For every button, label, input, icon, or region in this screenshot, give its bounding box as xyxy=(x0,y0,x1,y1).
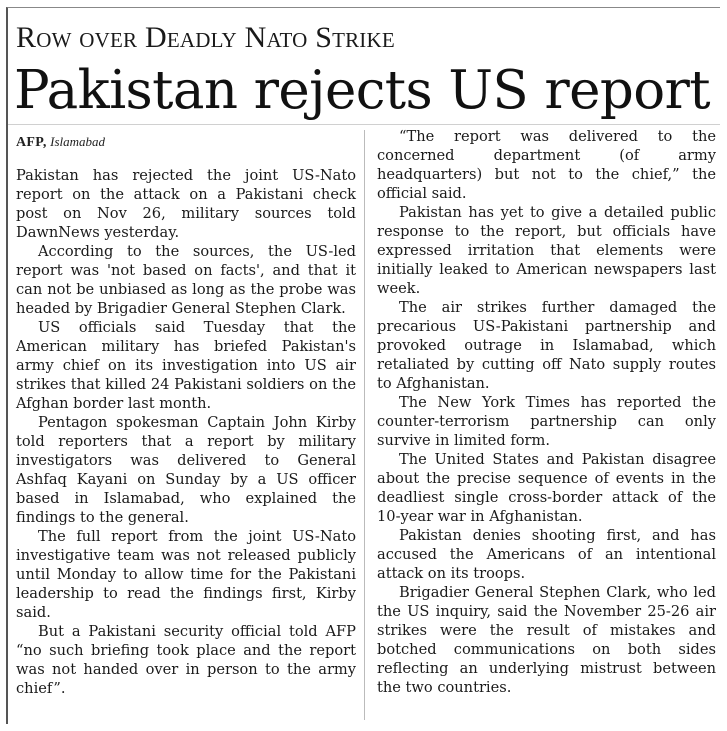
paragraph: Pakistan has yet to give a detailed public response to the report, but officials have expressed irritation that elements were initially leaked to American newspapers last week. xyxy=(377,204,716,297)
paragraph: But a Pakistani security official told AFP “no such briefing took place and the report was not handed over in person to the army chief”. xyxy=(16,623,356,697)
byline xyxy=(16,127,356,158)
paragraph: Pakistan denies shooting first, and has accused the Americans of an intentional attack on its troops. xyxy=(377,527,716,582)
paragraph: Pakistan has rejected the joint US-Nato report on the attack on a Pakistani check post on Nov 26, military sources told DawnNews yesterday. xyxy=(16,167,356,241)
paragraph: US officials said Tuesday that the American military has briefed Pakistan's army chief on its investigation into US air strikes that killed 24 Pakistani soldiers on the Afghan border last month. xyxy=(16,319,356,412)
article-column-left xyxy=(16,127,356,698)
paragraph: “The report was delivered to the concerned department (of army headquarters) but not to the chief,” the official said. xyxy=(377,128,716,202)
paragraph: According to the sources, the US-led report was 'not based on facts', and that it can not be unbiased as long as the probe was headed by Brigadier General Stephen Clark. xyxy=(16,243,356,317)
article-column-right xyxy=(377,127,716,697)
paragraph: The United States and Pakistan disagree about the precise sequence of events in the deadliest single cross-border attack of the 10-year war in Afghanistan. xyxy=(377,451,716,525)
byline-location: Islamabad xyxy=(50,134,106,149)
headline-rule xyxy=(8,124,720,125)
byline-agency: AFP, xyxy=(16,135,47,150)
kicker: Row over Deadly Nato Strike xyxy=(16,21,395,54)
paragraph: The full report from the joint US-Nato investigative team was not released publicly until Monday to allow time for the Pakistani leadership to read the findings first, Kirby said. xyxy=(16,528,356,621)
paragraph: The New York Times has reported the counter-terrorism partnership can only survive in limited form. xyxy=(377,394,716,449)
paragraph: Brigadier General Stephen Clark, who led the US inquiry, said the November 25-26 air strikes were the result of mistakes and botched communications on both sides reflecting an underlying mistrust between the two countries. xyxy=(377,584,716,696)
headline: Pakistan rejects US report xyxy=(14,60,710,121)
column-separator xyxy=(364,130,365,720)
paragraph: Pentagon spokesman Captain John Kirby told reporters that a report by military investigators was delivered to General Ashfaq Kayani on Sunday by a US officer based in Islamabad, who explained the findings to the general. xyxy=(16,414,356,526)
paragraph: The air strikes further damaged the precarious US-Pakistani partnership and provoked outrage in Islamabad, which retaliated by cutting off Nato supply routes to Afghanistan. xyxy=(377,299,716,392)
